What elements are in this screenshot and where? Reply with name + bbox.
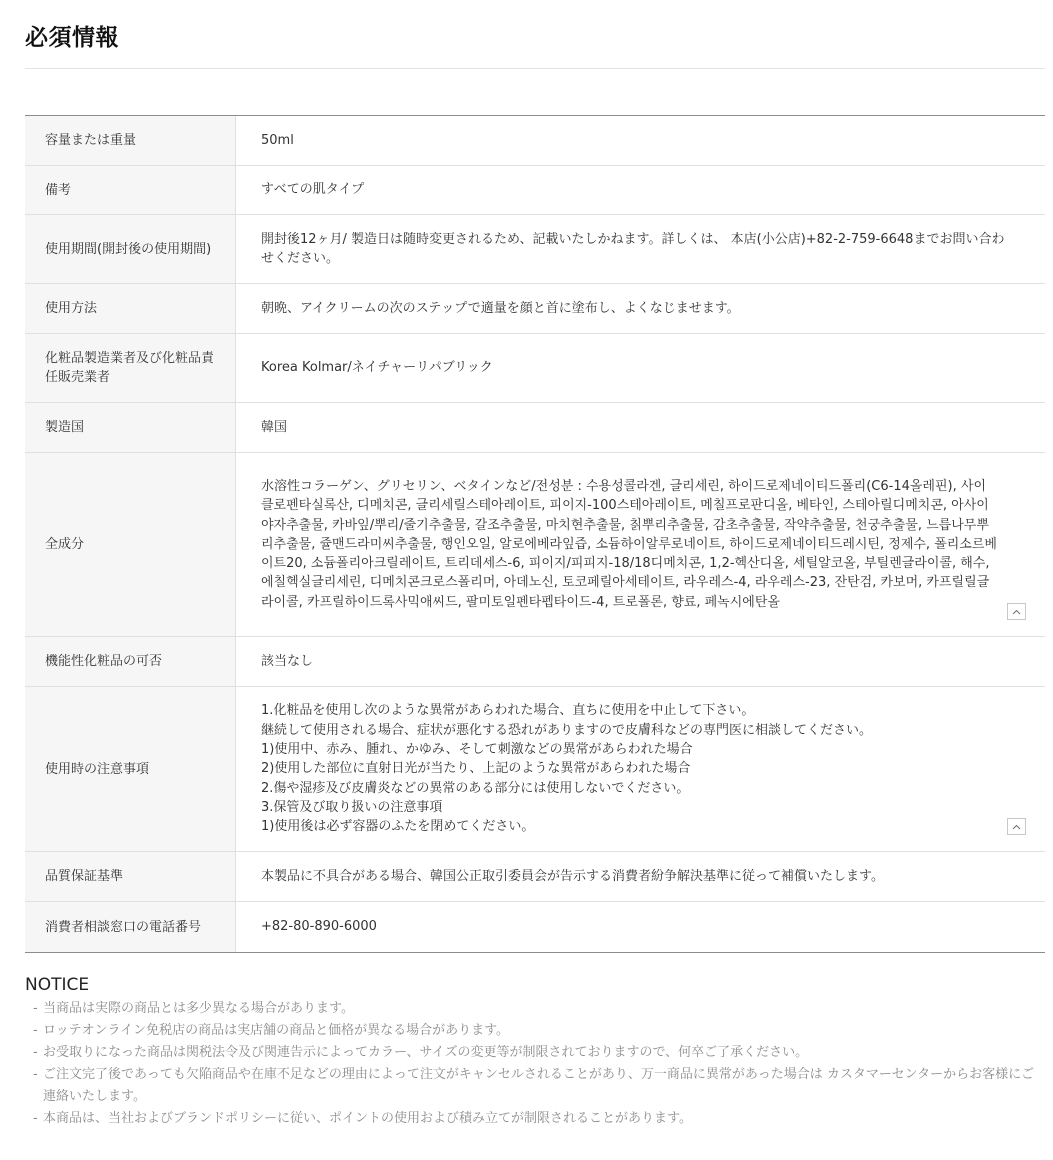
info-value-text: 1.化粧品を使用し次のような異常があらわれた場合、直ちに使用を中止して下さい。 継続して使用される場合、症状が悪化する恐れがありますので皮膚科などの専門医に相談してください。 1)使用中、赤み、腫れ、かゆみ、そして刺激などの異常があらわれた場合 2)使用した部位に直射日光が当たり、上記のような異常があらわれた場合 2.傷や湿疹及び皮膚炎などの異常のある部分には使用しないでください。 3.保管及び取り扱いの注意事項 1)使用後は必ず容器のふたを閉めてください。: [261, 703, 873, 835]
info-value-text: +82-80-890-6000: [261, 919, 377, 935]
info-value-text: 該当なし: [261, 653, 314, 669]
product-info-table: [25, 115, 1045, 953]
info-row-functional: [25, 637, 1045, 687]
info-row-how-to-use: [25, 284, 1045, 334]
info-value: [236, 334, 1045, 402]
info-label: 製造国: [25, 403, 236, 452]
info-row-precautions: [25, 687, 1045, 852]
info-label: 機能性化粧品の可否: [25, 637, 236, 686]
info-label: 容量または重量: [25, 116, 236, 165]
notice-title: NOTICE: [25, 975, 90, 995]
info-value: [236, 166, 1045, 214]
info-value-text: 開封後12ヶ月/ 製造日は随時変更されるため、記載いたしかねます。詳しくは、 本店(小公店)+82-2-759-6648までお問い合わせください。: [261, 231, 1005, 266]
info-value-text: Korea Kolmar/ネイチャーリパブリック: [261, 360, 493, 376]
info-value: [236, 852, 1045, 901]
info-row-volume: [25, 116, 1045, 166]
notice-item: - 本商品は、当社およびブランドポリシーに従い、ポイントの使用および積み立てが制限されることがあります。: [25, 1108, 1045, 1130]
info-label: 使用期間(開封後の使用期間): [25, 215, 236, 283]
chevron-up-icon: [1012, 609, 1021, 615]
collapse-button[interactable]: [1007, 603, 1026, 620]
info-value-text: すべての肌タイプ: [261, 182, 365, 198]
info-row-notes: [25, 166, 1045, 215]
info-value: [236, 902, 1045, 952]
info-row-usage-period: [25, 215, 1045, 284]
info-value-text: 50ml: [261, 132, 294, 148]
info-row-ingredients: [25, 453, 1045, 637]
info-label: 使用時の注意事項: [25, 687, 236, 851]
info-value-text: 韓国: [261, 419, 288, 435]
info-row-quality: [25, 852, 1045, 902]
info-value: [236, 215, 1045, 283]
notice-item: - ロッテオンライン免税店の商品は実店舗の商品と価格が異なる場合があります。: [25, 1020, 1045, 1042]
info-value: [236, 687, 1045, 851]
info-row-phone: [25, 902, 1045, 952]
info-row-manufacturer: [25, 334, 1045, 403]
info-label: 品質保証基準: [25, 852, 236, 901]
info-label: 消費者相談窓口の電話番号: [25, 902, 236, 952]
info-row-country: [25, 403, 1045, 453]
info-value-text: 朝晩、アイクリームの次のステップで適量を顔と首に塗布し、よくなじませます。: [261, 300, 740, 316]
notice-list: [25, 998, 1045, 1130]
notice-item: - ご注文完了後であっても欠陥商品や在庫不足などの理由によって注文がキャンセルされることがあり、万一商品に異常があった場合は カスタマーセンターからお客様にご連絡いたします。: [25, 1064, 1045, 1108]
info-value: [236, 284, 1045, 333]
info-label: 備考: [25, 166, 236, 214]
page-title: 必須情報: [25, 25, 119, 51]
info-label: 化粧品製造業者及び化粧品責任販売業者: [25, 334, 236, 402]
chevron-up-icon: [1012, 824, 1021, 830]
info-value-text: 水溶性コラーゲン、グリセリン、ベタインなど/전성분 : 수용성콜라겐, 글리세린, 하이드로제네이티드폴리(C6-14올레핀), 사이클로펜타실록산, 디메치콘, 글리세릴스테아레이트, 피이지-100스테아레이트, 메칠프로판디올, 베타인, 스테아릴디메치콘, 아사이야자추출물, 카바잎/뿌리/줄기추출물, 갈조추출물, 마치현추출물, 칡뿌리추출물, 감초추출물, 작약추출물, 천궁추출물, 느릅나무뿌리추출물, 쥴맨드라미씨추출물, 행인오일, 알로에베라잎즙, 소듐하이알루로네이트, 하이드로제네이티드레시틴, 정제수, 폴리소르베이트20, 소듐폴리아크릴레이트, 트리데세스-6, 피이지/피피지-18/18디메치콘, 1,2-헥산디올, 세틸알코올, 부틸렌글라이콜, 해수, 에칠헥실글리세린, 디메치콘크로스폴리머, 아데노신, 토코페릴아세테이트, 라우레스-4, 라우레스-23, 잔탄검, 카보머, 카프릴릴글라이콜, 카프릴하이드록사믹애씨드, 팔미토일펜타펩타이드-4, 트로폴론, 향료, 페녹시에탄올: [261, 478, 997, 610]
info-label: 使用方法: [25, 284, 236, 333]
notice-item: - お受取りになった商品は関税法令及び関連告示によってカラー、サイズの変更等が制限されておりますので、何卒ご了承ください。: [25, 1042, 1045, 1064]
info-label: 全成分: [25, 453, 236, 636]
collapse-button[interactable]: [1007, 818, 1026, 835]
title-divider: [25, 68, 1045, 69]
info-value: [236, 453, 1045, 636]
info-value-text: 本製品に不具合がある場合、韓国公正取引委員会が告示する消費者紛争解決基準に従って補償いたします。: [261, 868, 884, 884]
info-value: [236, 403, 1045, 452]
notice-section: [25, 974, 1045, 1130]
notice-item: - 当商品は実際の商品とは多少異なる場合があります。: [25, 998, 1045, 1020]
info-value: [236, 116, 1045, 165]
info-value: [236, 637, 1045, 686]
